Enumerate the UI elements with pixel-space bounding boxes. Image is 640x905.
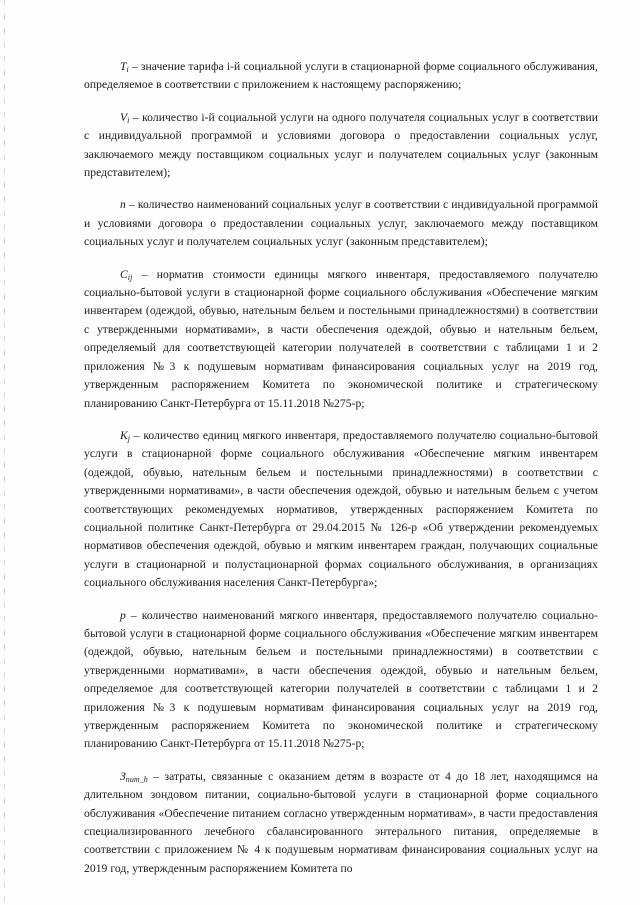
paragraph-service-count: n – количество наименований социальных услуг в соответствии с индивидуальной программой и условиями договора о предоставлении социальных услуг, заключаемого между поставщиком социальных услуг и получателем социальных услуг (законным представителем); (84, 198, 598, 249)
symbol-n: n (120, 198, 126, 212)
paragraph-inventory-count: $K_j$ – количество единиц мягкого инвентаря, предоставляемого получателю социально-бытовой услуги в стационарной форме социального обслуживания «Обеспечение мягким инвентарем (одеждой, обувью, нательным бельем и постельными принадлежностями) в соответствии с утвержденными нормативами», в части обеспечения одеждой, обувью и нательным бельем с учетом соответствующих рекомендуемых нормативов, утвержденных распоряжением Комитета по социальной политике Санкт-Петербурга от 29.04.2015 № 126-р «Об утверждении рекомендуемых нормативов обеспечения одеждой, обувью и мягким инвентарем граждан, получающих социальные услуги в стационарной и полустационарной формах социального обслуживания, в организациях социального обслуживания населения Санкт-Петербурга»; (84, 428, 598, 590)
document-body (84, 58, 598, 892)
symbol-c: $C_{ij}$ (120, 267, 133, 282)
symbol-v: $V_i$ (120, 110, 130, 125)
paragraph-tariff: $T_i$ – значение тарифа i-й социальной услуги в стационарной форме социального обслуживания, определяемое в соответствии с приложением к настоящему распоряжению; (84, 60, 598, 92)
paragraph-inventory-types: p – количество наименований мягкого инвентаря, предоставляемого получателю социально-бытовой услуги в стационарной форме социального обслуживания «Обеспечение мягким инвентарем (одеждой, обувью, нательным бельем и постельными принадлежностями) в соответствии с утвержденными нормативами», в части обеспечения одеждой, обувью и нательным бельем, определяемое для соответствующей категории получателей в соответствии с таблицами 1 и 2 приложения №3 к подушевым нормативам финансирования социальных услуг на 2019 год, утвержденным распоряжением Комитета по экономической политике и стратегическому планированию Санкт-Петербурга от 15.11.2018 №275-р; (84, 608, 598, 751)
paragraph-nutrition-costs: $З_{пит\_h}$ – затраты, связанные с оказанием детям в возрасте от 4 до 18 лет, находящимся на длительном зондовом питании, социально-бытовой услуги в стационарной форме социального обслуживания «Обеспечение питанием согласно утвержденным нормативам», в части предоставления специализированного лечебного сбалансированного энтерального питания, определяемые в соответствии с приложением № 4 к подушевым нормативам финансирования социальных услуг на 2019 год, утвержденным распоряжением Комитета по (84, 769, 598, 875)
symbol-k: $K_j$ (120, 428, 131, 443)
symbol-z: $З_{пит\_h}$ (120, 769, 148, 784)
paragraph-volume: $V_i$ – количество i-й социальной услуги на одного получателя социальных услуг в соответствии с индивидуальной программой и условиями договора о предоставлении социальных услуг, заключаемого между поставщиком социальных услуг и получателем социальных услуг (законным представителем); (84, 110, 598, 180)
scan-edge-mark (4, 0, 5, 905)
symbol-t: $T_i$ (120, 60, 129, 74)
symbol-p: p (120, 608, 126, 622)
paragraph-cost-norm: $C_{ij}$ – норматив стоимости единицы мягкого инвентаря, предоставляемого получателю социально-бытовой услуги в стационарной форме социального обслуживания «Обеспечение мягким инвентарем (одеждой, обувью, нательным бельем и постельными принадлежностями) в соответствии с утвержденными нормативами», в части обеспечения одеждой, обувью и нательным бельем, определяемый для соответствующей категории получателей в соответствии с таблицами 1 и 2 приложения №3 к подушевым нормативам финансирования социальных услуг на 2019 год, утвержденным распоряжением Комитета по экономической политике и стратегическому планированию Санкт-Петербурга от 15.11.2018 №275-р; (84, 267, 598, 410)
